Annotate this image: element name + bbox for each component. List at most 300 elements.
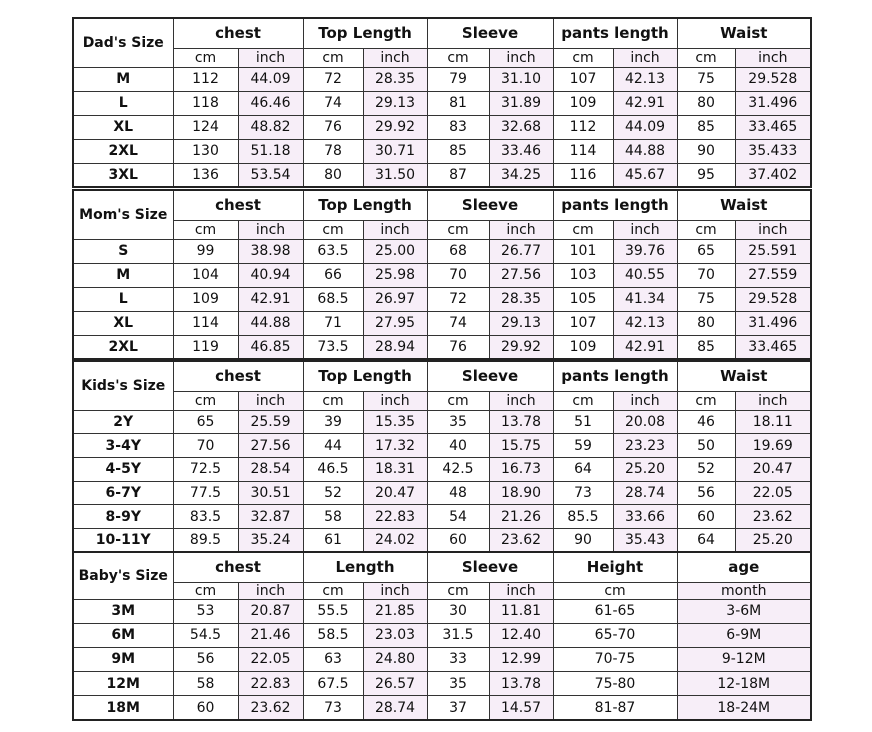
unit-header: cm bbox=[553, 582, 677, 599]
column-group-header: age bbox=[677, 552, 811, 582]
unit-header: cm bbox=[303, 48, 363, 67]
measurement-cell: 27.56 bbox=[238, 434, 303, 458]
measurement-cell: 78 bbox=[303, 139, 363, 163]
measurement-cell: 64 bbox=[677, 528, 735, 552]
column-group-header: pants length bbox=[553, 190, 677, 220]
measurement-cell: 52 bbox=[303, 481, 363, 505]
measurement-cell: 40.55 bbox=[613, 263, 677, 287]
measurement-cell: 85 bbox=[677, 115, 735, 139]
table-row bbox=[73, 163, 811, 187]
measurement-cell: 46.46 bbox=[238, 91, 303, 115]
measurement-cell: 70 bbox=[173, 434, 238, 458]
measurement-cell: 119 bbox=[173, 335, 238, 359]
measurement-cell: 136 bbox=[173, 163, 238, 187]
measurement-cell: 46.5 bbox=[303, 457, 363, 481]
table-row bbox=[73, 672, 811, 696]
measurement-cell: 60 bbox=[427, 528, 489, 552]
measurement-cell: 29.528 bbox=[735, 67, 811, 91]
measurement-cell: 22.83 bbox=[238, 672, 303, 696]
measurement-cell: 83.5 bbox=[173, 505, 238, 529]
measurement-cell: 70-75 bbox=[553, 647, 677, 671]
measurement-cell: 76 bbox=[303, 115, 363, 139]
size-label: 8-9Y bbox=[73, 505, 173, 529]
measurement-cell: 75 bbox=[677, 67, 735, 91]
measurement-cell: 35.433 bbox=[735, 139, 811, 163]
measurement-cell: 14.57 bbox=[489, 696, 553, 720]
measurement-cell: 28.94 bbox=[363, 335, 427, 359]
size-label: 3-4Y bbox=[73, 434, 173, 458]
size-label: 2XL bbox=[73, 335, 173, 359]
measurement-cell: 42.13 bbox=[613, 311, 677, 335]
table-row bbox=[73, 311, 811, 335]
measurement-cell: 12.40 bbox=[489, 623, 553, 647]
measurement-cell: 40 bbox=[427, 434, 489, 458]
measurement-cell: 95 bbox=[677, 163, 735, 187]
table-row bbox=[73, 434, 811, 458]
measurement-cell: 55.5 bbox=[303, 599, 363, 623]
measurement-cell: 64 bbox=[553, 457, 613, 481]
measurement-cell: 104 bbox=[173, 263, 238, 287]
measurement-cell: 72.5 bbox=[173, 457, 238, 481]
unit-header: cm bbox=[303, 391, 363, 410]
measurement-cell: 23.62 bbox=[735, 505, 811, 529]
measurement-cell: 56 bbox=[677, 481, 735, 505]
unit-header: cm bbox=[677, 48, 735, 67]
measurement-cell: 54.5 bbox=[173, 623, 238, 647]
dad-size-table bbox=[72, 17, 812, 188]
table-row bbox=[73, 91, 811, 115]
measurement-cell: 20.08 bbox=[613, 410, 677, 434]
measurement-cell: 90 bbox=[553, 528, 613, 552]
measurement-cell: 21.46 bbox=[238, 623, 303, 647]
measurement-cell: 72 bbox=[303, 67, 363, 91]
measurement-cell: 6-9M bbox=[677, 623, 811, 647]
table-row bbox=[73, 623, 811, 647]
measurement-cell: 51.18 bbox=[238, 139, 303, 163]
measurement-cell: 71 bbox=[303, 311, 363, 335]
measurement-cell: 61-65 bbox=[553, 599, 677, 623]
table-title: Baby's Size bbox=[73, 552, 173, 599]
measurement-cell: 58.5 bbox=[303, 623, 363, 647]
measurement-cell: 118 bbox=[173, 91, 238, 115]
size-label: S bbox=[73, 239, 173, 263]
column-group-header: Waist bbox=[677, 18, 811, 48]
measurement-cell: 31.50 bbox=[363, 163, 427, 187]
measurement-cell: 112 bbox=[553, 115, 613, 139]
measurement-cell: 109 bbox=[553, 91, 613, 115]
table-title: Kids's Size bbox=[73, 361, 173, 410]
measurement-cell: 9-12M bbox=[677, 647, 811, 671]
measurement-cell: 32.87 bbox=[238, 505, 303, 529]
unit-header: cm bbox=[173, 220, 238, 239]
measurement-cell: 58 bbox=[303, 505, 363, 529]
measurement-cell: 116 bbox=[553, 163, 613, 187]
table-row bbox=[73, 239, 811, 263]
measurement-cell: 63.5 bbox=[303, 239, 363, 263]
column-group-header: Top Length bbox=[303, 18, 427, 48]
column-group-header: Sleeve bbox=[427, 18, 553, 48]
size-label: 3XL bbox=[73, 163, 173, 187]
unit-header: cm bbox=[303, 582, 363, 599]
column-group-header: chest bbox=[173, 361, 303, 391]
measurement-cell: 25.59 bbox=[238, 410, 303, 434]
measurement-cell: 12-18M bbox=[677, 672, 811, 696]
measurement-cell: 51 bbox=[553, 410, 613, 434]
measurement-cell: 85 bbox=[677, 335, 735, 359]
table-row bbox=[73, 505, 811, 529]
measurement-cell: 35 bbox=[427, 410, 489, 434]
measurement-cell: 114 bbox=[553, 139, 613, 163]
measurement-cell: 35.43 bbox=[613, 528, 677, 552]
measurement-cell: 42.91 bbox=[613, 91, 677, 115]
measurement-cell: 28.74 bbox=[613, 481, 677, 505]
measurement-cell: 75-80 bbox=[553, 672, 677, 696]
measurement-cell: 42.13 bbox=[613, 67, 677, 91]
column-group-header: pants length bbox=[553, 361, 677, 391]
measurement-cell: 73.5 bbox=[303, 335, 363, 359]
measurement-cell: 21.26 bbox=[489, 505, 553, 529]
measurement-cell: 75 bbox=[677, 287, 735, 311]
column-group-header: Height bbox=[553, 552, 677, 582]
unit-header: inch bbox=[238, 48, 303, 67]
measurement-cell: 24.02 bbox=[363, 528, 427, 552]
unit-header: inch bbox=[238, 582, 303, 599]
measurement-cell: 19.69 bbox=[735, 434, 811, 458]
measurement-cell: 52 bbox=[677, 457, 735, 481]
size-label: 4-5Y bbox=[73, 457, 173, 481]
table-row bbox=[73, 287, 811, 311]
measurement-cell: 25.20 bbox=[735, 528, 811, 552]
unit-header: inch bbox=[238, 220, 303, 239]
measurement-cell: 31.89 bbox=[489, 91, 553, 115]
measurement-cell: 34.25 bbox=[489, 163, 553, 187]
table-row bbox=[73, 139, 811, 163]
measurement-cell: 18-24M bbox=[677, 696, 811, 720]
table-title: Mom's Size bbox=[73, 190, 173, 239]
baby-size-table bbox=[72, 551, 812, 721]
measurement-cell: 25.591 bbox=[735, 239, 811, 263]
measurement-cell: 44.88 bbox=[238, 311, 303, 335]
measurement-cell: 42.91 bbox=[238, 287, 303, 311]
column-group-header: chest bbox=[173, 190, 303, 220]
measurement-cell: 31.496 bbox=[735, 91, 811, 115]
measurement-cell: 46 bbox=[677, 410, 735, 434]
measurement-cell: 53.54 bbox=[238, 163, 303, 187]
size-label: XL bbox=[73, 115, 173, 139]
table-row bbox=[73, 263, 811, 287]
unit-header: inch bbox=[613, 391, 677, 410]
unit-header: month bbox=[677, 582, 811, 599]
measurement-cell: 20.87 bbox=[238, 599, 303, 623]
measurement-cell: 32.68 bbox=[489, 115, 553, 139]
size-label: 18M bbox=[73, 696, 173, 720]
size-label: M bbox=[73, 263, 173, 287]
measurement-cell: 26.57 bbox=[363, 672, 427, 696]
unit-header: cm bbox=[173, 391, 238, 410]
unit-header: cm bbox=[303, 220, 363, 239]
measurement-cell: 13.78 bbox=[489, 410, 553, 434]
size-label: 10-11Y bbox=[73, 528, 173, 552]
unit-header: inch bbox=[735, 48, 811, 67]
measurement-cell: 53 bbox=[173, 599, 238, 623]
measurement-cell: 85.5 bbox=[553, 505, 613, 529]
measurement-cell: 28.35 bbox=[363, 67, 427, 91]
measurement-cell: 58 bbox=[173, 672, 238, 696]
measurement-cell: 39.76 bbox=[613, 239, 677, 263]
measurement-cell: 112 bbox=[173, 67, 238, 91]
measurement-cell: 12.99 bbox=[489, 647, 553, 671]
measurement-cell: 29.13 bbox=[363, 91, 427, 115]
size-label: 6M bbox=[73, 623, 173, 647]
measurement-cell: 87 bbox=[427, 163, 489, 187]
measurement-cell: 29.92 bbox=[363, 115, 427, 139]
measurement-cell: 23.23 bbox=[613, 434, 677, 458]
measurement-cell: 22.05 bbox=[735, 481, 811, 505]
measurement-cell: 18.11 bbox=[735, 410, 811, 434]
measurement-cell: 70 bbox=[677, 263, 735, 287]
measurement-cell: 17.32 bbox=[363, 434, 427, 458]
measurement-cell: 30.51 bbox=[238, 481, 303, 505]
column-group-header: Top Length bbox=[303, 190, 427, 220]
unit-header: cm bbox=[427, 220, 489, 239]
measurement-cell: 18.31 bbox=[363, 457, 427, 481]
size-label: 6-7Y bbox=[73, 481, 173, 505]
size-label: XL bbox=[73, 311, 173, 335]
measurement-cell: 50 bbox=[677, 434, 735, 458]
size-label: 12M bbox=[73, 672, 173, 696]
measurement-cell: 46.85 bbox=[238, 335, 303, 359]
measurement-cell: 23.03 bbox=[363, 623, 427, 647]
measurement-cell: 66 bbox=[303, 263, 363, 287]
measurement-cell: 41.34 bbox=[613, 287, 677, 311]
measurement-cell: 44.88 bbox=[613, 139, 677, 163]
table-row bbox=[73, 335, 811, 359]
column-group-header: chest bbox=[173, 18, 303, 48]
column-group-header: Sleeve bbox=[427, 552, 553, 582]
measurement-cell: 54 bbox=[427, 505, 489, 529]
measurement-cell: 37.402 bbox=[735, 163, 811, 187]
table-row bbox=[73, 457, 811, 481]
measurement-cell: 60 bbox=[677, 505, 735, 529]
measurement-cell: 25.00 bbox=[363, 239, 427, 263]
unit-header: inch bbox=[489, 220, 553, 239]
size-label: L bbox=[73, 287, 173, 311]
measurement-cell: 33.46 bbox=[489, 139, 553, 163]
measurement-cell: 73 bbox=[553, 481, 613, 505]
column-group-header: Length bbox=[303, 552, 427, 582]
measurement-cell: 70 bbox=[427, 263, 489, 287]
measurement-cell: 35.24 bbox=[238, 528, 303, 552]
measurement-cell: 44.09 bbox=[613, 115, 677, 139]
unit-header: cm bbox=[173, 48, 238, 67]
size-label: 2XL bbox=[73, 139, 173, 163]
measurement-cell: 27.559 bbox=[735, 263, 811, 287]
measurement-cell: 114 bbox=[173, 311, 238, 335]
measurement-cell: 28.74 bbox=[363, 696, 427, 720]
measurement-cell: 16.73 bbox=[489, 457, 553, 481]
measurement-cell: 27.56 bbox=[489, 263, 553, 287]
table-row bbox=[73, 481, 811, 505]
measurement-cell: 27.95 bbox=[363, 311, 427, 335]
measurement-cell: 30 bbox=[427, 599, 489, 623]
measurement-cell: 85 bbox=[427, 139, 489, 163]
measurement-cell: 30.71 bbox=[363, 139, 427, 163]
unit-header: cm bbox=[427, 48, 489, 67]
measurement-cell: 21.85 bbox=[363, 599, 427, 623]
measurement-cell: 80 bbox=[677, 311, 735, 335]
measurement-cell: 44 bbox=[303, 434, 363, 458]
measurement-cell: 45.67 bbox=[613, 163, 677, 187]
measurement-cell: 109 bbox=[553, 335, 613, 359]
column-group-header: pants length bbox=[553, 18, 677, 48]
measurement-cell: 15.35 bbox=[363, 410, 427, 434]
measurement-cell: 39 bbox=[303, 410, 363, 434]
measurement-cell: 29.13 bbox=[489, 311, 553, 335]
column-group-header: Waist bbox=[677, 190, 811, 220]
measurement-cell: 31.496 bbox=[735, 311, 811, 335]
measurement-cell: 29.528 bbox=[735, 287, 811, 311]
measurement-cell: 24.80 bbox=[363, 647, 427, 671]
measurement-cell: 72 bbox=[427, 287, 489, 311]
measurement-cell: 107 bbox=[553, 311, 613, 335]
column-group-header: Sleeve bbox=[427, 361, 553, 391]
measurement-cell: 103 bbox=[553, 263, 613, 287]
measurement-cell: 26.97 bbox=[363, 287, 427, 311]
unit-header: inch bbox=[363, 220, 427, 239]
unit-header: cm bbox=[553, 48, 613, 67]
measurement-cell: 29.92 bbox=[489, 335, 553, 359]
measurement-cell: 38.98 bbox=[238, 239, 303, 263]
size-label: M bbox=[73, 67, 173, 91]
unit-header: cm bbox=[677, 391, 735, 410]
measurement-cell: 28.54 bbox=[238, 457, 303, 481]
table-row bbox=[73, 67, 811, 91]
column-group-header: Waist bbox=[677, 361, 811, 391]
unit-header: inch bbox=[363, 391, 427, 410]
measurement-cell: 20.47 bbox=[735, 457, 811, 481]
measurement-cell: 11.81 bbox=[489, 599, 553, 623]
measurement-cell: 89.5 bbox=[173, 528, 238, 552]
measurement-cell: 107 bbox=[553, 67, 613, 91]
measurement-cell: 76 bbox=[427, 335, 489, 359]
measurement-cell: 33.66 bbox=[613, 505, 677, 529]
measurement-cell: 3-6M bbox=[677, 599, 811, 623]
column-group-header: chest bbox=[173, 552, 303, 582]
measurement-cell: 20.47 bbox=[363, 481, 427, 505]
mom-size-table bbox=[72, 189, 812, 360]
unit-header: inch bbox=[238, 391, 303, 410]
size-label: 2Y bbox=[73, 410, 173, 434]
measurement-cell: 63 bbox=[303, 647, 363, 671]
measurement-cell: 22.83 bbox=[363, 505, 427, 529]
measurement-cell: 33 bbox=[427, 647, 489, 671]
measurement-cell: 23.62 bbox=[238, 696, 303, 720]
unit-header: inch bbox=[489, 48, 553, 67]
size-label: 9M bbox=[73, 647, 173, 671]
measurement-cell: 42.5 bbox=[427, 457, 489, 481]
table-title: Dad's Size bbox=[73, 18, 173, 67]
measurement-cell: 31.5 bbox=[427, 623, 489, 647]
measurement-cell: 42.91 bbox=[613, 335, 677, 359]
measurement-cell: 48 bbox=[427, 481, 489, 505]
unit-header: inch bbox=[613, 220, 677, 239]
measurement-cell: 28.35 bbox=[489, 287, 553, 311]
measurement-cell: 73 bbox=[303, 696, 363, 720]
measurement-cell: 105 bbox=[553, 287, 613, 311]
measurement-cell: 79 bbox=[427, 67, 489, 91]
measurement-cell: 48.82 bbox=[238, 115, 303, 139]
measurement-cell: 31.10 bbox=[489, 67, 553, 91]
measurement-cell: 68.5 bbox=[303, 287, 363, 311]
size-label: 3M bbox=[73, 599, 173, 623]
measurement-cell: 81 bbox=[427, 91, 489, 115]
unit-header: inch bbox=[613, 48, 677, 67]
table-row bbox=[73, 115, 811, 139]
measurement-cell: 65 bbox=[173, 410, 238, 434]
measurement-cell: 22.05 bbox=[238, 647, 303, 671]
table-row bbox=[73, 410, 811, 434]
measurement-cell: 65 bbox=[677, 239, 735, 263]
table-row bbox=[73, 599, 811, 623]
measurement-cell: 25.98 bbox=[363, 263, 427, 287]
measurement-cell: 18.90 bbox=[489, 481, 553, 505]
measurement-cell: 60 bbox=[173, 696, 238, 720]
measurement-cell: 13.78 bbox=[489, 672, 553, 696]
kids-size-table bbox=[72, 360, 812, 553]
measurement-cell: 74 bbox=[303, 91, 363, 115]
measurement-cell: 124 bbox=[173, 115, 238, 139]
unit-header: cm bbox=[173, 582, 238, 599]
column-group-header: Top Length bbox=[303, 361, 427, 391]
measurement-cell: 23.62 bbox=[489, 528, 553, 552]
table-row bbox=[73, 696, 811, 720]
unit-header: inch bbox=[735, 391, 811, 410]
measurement-cell: 99 bbox=[173, 239, 238, 263]
measurement-cell: 101 bbox=[553, 239, 613, 263]
measurement-cell: 77.5 bbox=[173, 481, 238, 505]
unit-header: cm bbox=[553, 220, 613, 239]
measurement-cell: 90 bbox=[677, 139, 735, 163]
measurement-cell: 80 bbox=[677, 91, 735, 115]
measurement-cell: 26.77 bbox=[489, 239, 553, 263]
unit-header: inch bbox=[363, 582, 427, 599]
measurement-cell: 44.09 bbox=[238, 67, 303, 91]
table-row bbox=[73, 647, 811, 671]
measurement-cell: 37 bbox=[427, 696, 489, 720]
measurement-cell: 65-70 bbox=[553, 623, 677, 647]
unit-header: inch bbox=[489, 391, 553, 410]
measurement-cell: 81-87 bbox=[553, 696, 677, 720]
size-label: L bbox=[73, 91, 173, 115]
unit-header: inch bbox=[735, 220, 811, 239]
unit-header: cm bbox=[553, 391, 613, 410]
unit-header: cm bbox=[427, 391, 489, 410]
measurement-cell: 59 bbox=[553, 434, 613, 458]
table-row bbox=[73, 528, 811, 552]
measurement-cell: 25.20 bbox=[613, 457, 677, 481]
column-group-header: Sleeve bbox=[427, 190, 553, 220]
measurement-cell: 80 bbox=[303, 163, 363, 187]
unit-header: cm bbox=[427, 582, 489, 599]
measurement-cell: 35 bbox=[427, 672, 489, 696]
unit-header: cm bbox=[677, 220, 735, 239]
measurement-cell: 40.94 bbox=[238, 263, 303, 287]
measurement-cell: 74 bbox=[427, 311, 489, 335]
measurement-cell: 130 bbox=[173, 139, 238, 163]
measurement-cell: 83 bbox=[427, 115, 489, 139]
measurement-cell: 68 bbox=[427, 239, 489, 263]
measurement-cell: 33.465 bbox=[735, 115, 811, 139]
